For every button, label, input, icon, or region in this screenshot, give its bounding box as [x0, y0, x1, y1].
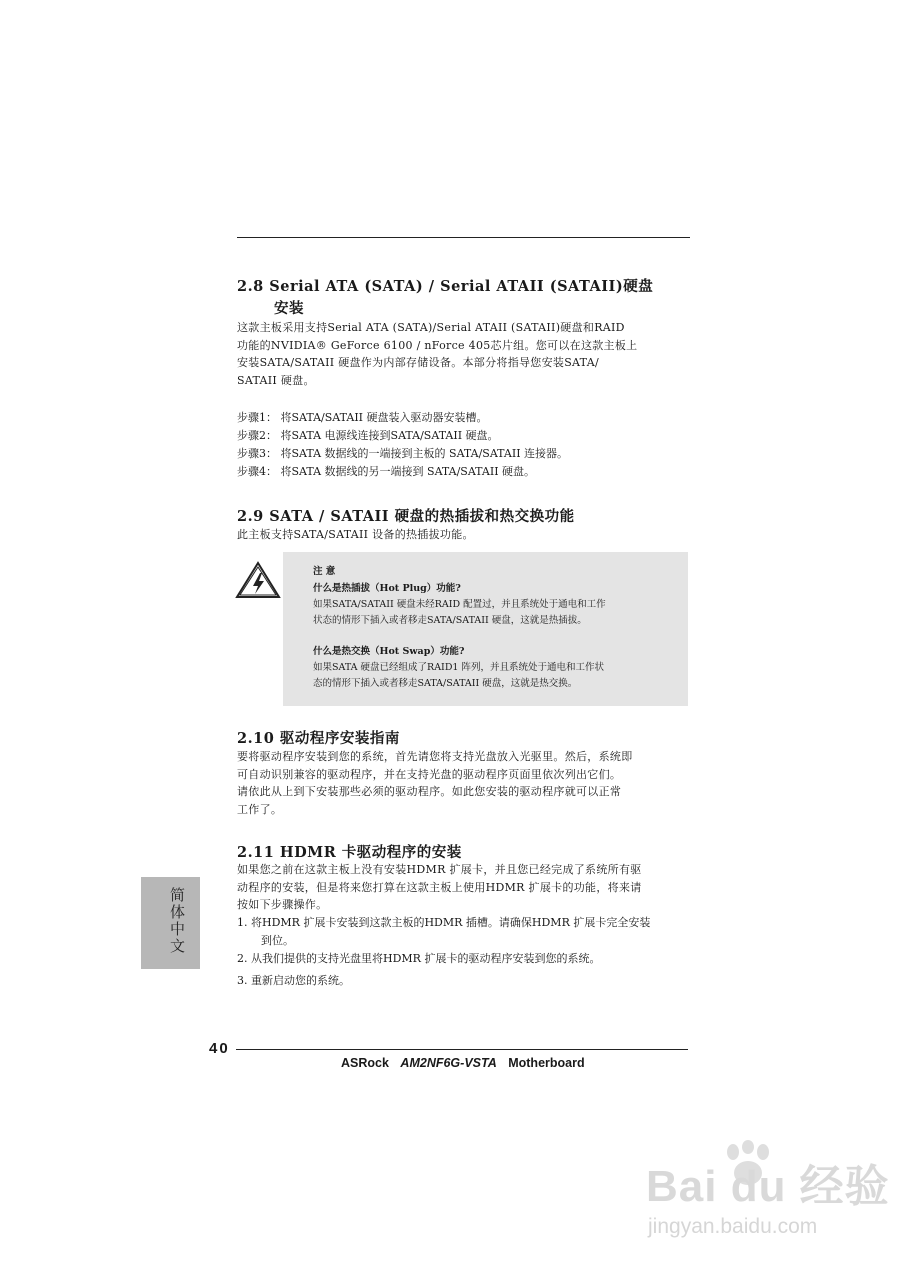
warning-triangle-icon [235, 560, 281, 600]
section-2-9-title: 2.9 SATA / SATAII 硬盘的热插拔和热交换功能 [237, 508, 575, 525]
top-divider [237, 237, 690, 238]
paragraph-line: SATAII 硬盘。 [237, 373, 315, 387]
hot-swap-question: 什么是热交换（Hot Swap）功能? [313, 646, 465, 657]
list-item: 1. 将HDMR 扩展卡安装到这款主板的HDMR 插槽。请确保HDMR 扩展卡完全安装 [237, 916, 651, 929]
page-number: 40 [209, 1040, 230, 1057]
bottom-divider [236, 1049, 688, 1050]
hdmr-install-list [237, 914, 650, 990]
footer-brand: ASRock [341, 1056, 389, 1070]
section-2-11-title: 2.11 HDMR 卡驱动程序的安装 [237, 844, 462, 861]
baidu-watermark-url: jingyan.baidu.com [648, 1215, 818, 1238]
hot-swap-answer-line: 态的情形下插入或者移走SATA/SATAII 硬盘，这就是热交换。 [313, 678, 578, 689]
step-item: 步骤1： 将SATA/SATAII 硬盘装入驱动器安装槽。 [237, 411, 488, 424]
list-item: 到位。 [261, 934, 294, 947]
section-2-8-title: 2.8 Serial ATA (SATA) / Serial ATAII (SATAII)硬盘 [237, 278, 654, 295]
hot-plug-question: 什么是热插拔（Hot Plug）功能? [313, 583, 461, 594]
step-item: 步骤4： 将SATA 数据线的另一端接到 SATA/SATAII 硬盘。 [237, 465, 536, 478]
list-item: 3. 重新启动您的系统。 [237, 974, 350, 987]
paragraph-line: 要将驱动程序安装到您的系统，首先请您将支持光盘放入光驱里。然后，系统即 [237, 750, 633, 763]
section-2-10-paragraph [237, 748, 692, 818]
paragraph-line: 按如下步骤操作。 [237, 898, 328, 911]
section-2-9-intro: 此主板支持SATA/SATAII 设备的热插拔功能。 [237, 528, 474, 541]
paragraph-line: 可自动识别兼容的驱动程序，并在支持光盘的驱动程序页面里依次列出它们。 [237, 767, 622, 781]
footer-product: Motherboard [508, 1056, 585, 1070]
section-2-8-title-cont: 安装 [274, 300, 304, 317]
hot-plug-answer-line: 状态的情形下插入或者移走SATA/SATAII 硬盘，这就是热插拔。 [313, 615, 587, 626]
footer-model: AM2NF6G-VSTA [400, 1056, 497, 1070]
language-side-tab-label: 简体中文 [168, 887, 186, 955]
list-item: 2. 从我们提供的支持光盘里将HDMR 扩展卡的驱动程序安装到您的系统。 [237, 952, 601, 965]
paragraph-line: 工作了。 [237, 802, 283, 816]
section-2-11-paragraph [237, 861, 692, 914]
note-heading: 注 意 [313, 566, 336, 577]
paragraph-line: 这款主板采用支持Serial ATA (SATA)/Serial ATAII (SATAII)硬盘和RAID [237, 321, 625, 334]
installation-steps [237, 409, 568, 481]
baidu-watermark-logo: Bai du 经验 [646, 1162, 890, 1211]
section-2-10-title: 2.10 驱动程序安装指南 [237, 730, 400, 747]
paragraph-line: 安装SATA/SATAII 硬盘作为内部存储设备。本部分将指导您安装SATA/ [237, 356, 599, 369]
paragraph-line: 如果您之前在这款主板上没有安装HDMR 扩展卡，并且您已经完成了系统所有驱 [237, 863, 642, 876]
hot-swap-answer-line: 如果SATA 硬盘已经组成了RAID1 阵列，并且系统处于通电和工作状 [313, 662, 604, 673]
section-2-8-paragraph [237, 319, 692, 389]
paragraph-line: 功能的NVIDIA® GeForce 6100 / nForce 405芯片组。您可以在这款主板上 [237, 338, 638, 352]
step-item: 步骤2： 将SATA 电源线连接到SATA/SATAII 硬盘。 [237, 429, 499, 442]
paragraph-line: 动程序的安装，但是将来您打算在这款主板上使用HDMR 扩展卡的功能，将来请 [237, 880, 642, 894]
footer-title [341, 1056, 585, 1070]
step-item: 步骤3： 将SATA 数据线的一端接到主板的 SATA/SATAII 连接器。 [237, 447, 569, 460]
paragraph-line: 请依此从上到下安装那些必须的驱动程序。如此您安装的驱动程序就可以正常 [237, 785, 622, 798]
hot-plug-answer-line: 如果SATA/SATAII 硬盘未经RAID 配置过，并且系统处于通电和工作 [313, 599, 606, 610]
